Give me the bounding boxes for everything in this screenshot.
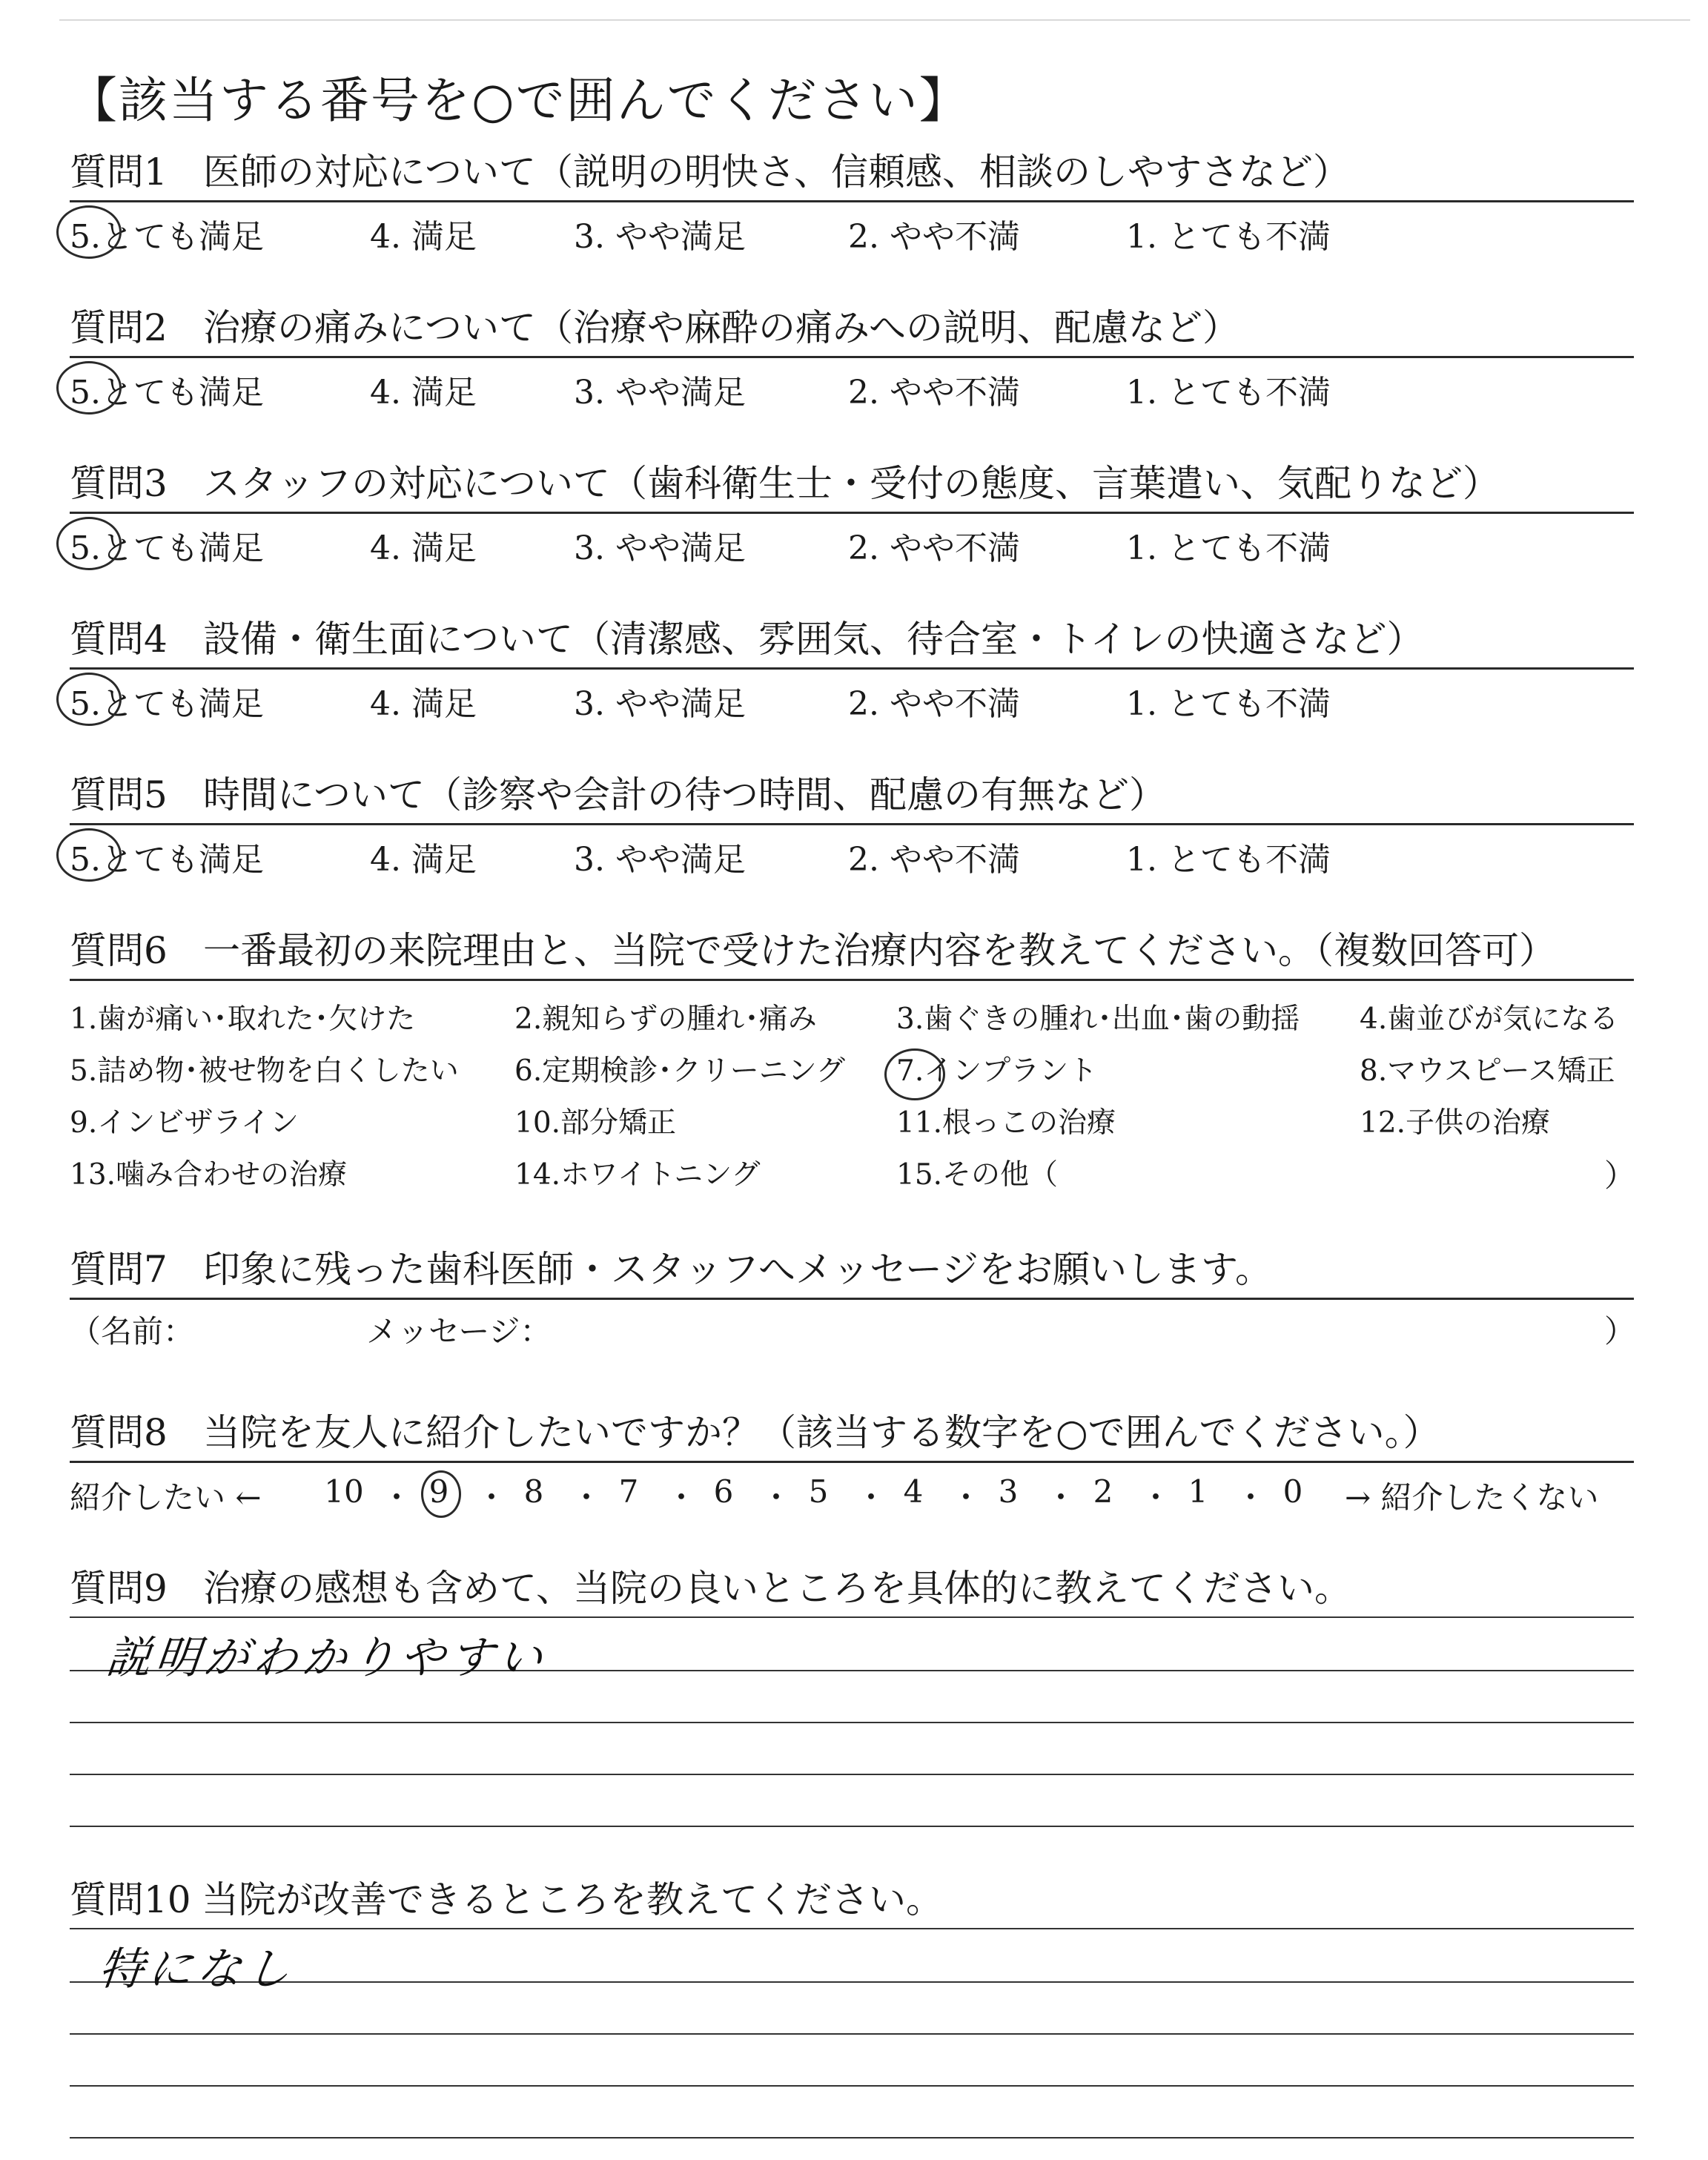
rating-option[interactable] bbox=[70, 366, 264, 413]
reason-text: 定期検診･クリーニング bbox=[542, 1054, 845, 1088]
rating-option-label: 2. やや不満 bbox=[848, 374, 1020, 412]
reason-number: 13. bbox=[70, 1158, 116, 1192]
rating-option[interactable] bbox=[70, 210, 264, 257]
question-header bbox=[70, 141, 1634, 202]
reason-text: インビザライン bbox=[97, 1106, 299, 1140]
question-label: 質問6 bbox=[70, 929, 168, 972]
question-8 bbox=[70, 1401, 1634, 1522]
rating-option-label: 5.とても満足 bbox=[70, 374, 264, 412]
question-1 bbox=[70, 141, 1634, 254]
scale-number[interactable]: 8 bbox=[523, 1473, 544, 1510]
recommend-scale bbox=[70, 1463, 1634, 1522]
rating-option[interactable] bbox=[370, 366, 477, 413]
question-header bbox=[70, 1401, 1634, 1463]
reason-text: 根っこの治療 bbox=[942, 1106, 1116, 1140]
rating-option[interactable] bbox=[70, 677, 264, 724]
rating-option-label: 2. やや不満 bbox=[848, 685, 1020, 723]
reason-option[interactable] bbox=[514, 1100, 676, 1141]
scale-number[interactable]: 1 bbox=[1188, 1473, 1208, 1510]
scale-number[interactable]: 2 bbox=[1093, 1473, 1113, 1510]
reason-option[interactable] bbox=[514, 996, 817, 1037]
question-label: 質問2 bbox=[70, 306, 168, 349]
answer-line bbox=[70, 1981, 1634, 1983]
reason-number: 8. bbox=[1360, 1054, 1388, 1088]
question-text: 医師の対応について（説明の明快さ、信頼感、相談のしやすさなど） bbox=[203, 151, 1350, 194]
name-label: （名前： bbox=[70, 1313, 195, 1350]
rating-option[interactable] bbox=[70, 521, 264, 569]
rating-option-label: 2. やや不満 bbox=[848, 529, 1020, 567]
scale-number[interactable]: 3 bbox=[998, 1473, 1019, 1510]
answer-line bbox=[70, 1826, 1634, 1827]
scale-number[interactable]: 5 bbox=[808, 1473, 829, 1510]
reason-list bbox=[70, 981, 1634, 1196]
reason-number: 5. bbox=[70, 1054, 98, 1088]
rating-option-label: 4. 満足 bbox=[370, 529, 477, 567]
rating-option[interactable] bbox=[370, 210, 477, 257]
rating-option-label: 3. やや満足 bbox=[574, 841, 746, 879]
rating-option[interactable] bbox=[574, 521, 746, 569]
rating-option[interactable] bbox=[574, 366, 746, 413]
scale-number[interactable]: 0 bbox=[1282, 1473, 1303, 1510]
scale-number[interactable]: 4 bbox=[903, 1473, 924, 1510]
question-header bbox=[70, 1238, 1634, 1300]
scale-separator: ・ bbox=[571, 1479, 603, 1516]
q9-answer-area[interactable] bbox=[70, 1616, 1634, 1854]
reason-text: インプラント bbox=[924, 1054, 1098, 1088]
rating-option-label: 3. やや満足 bbox=[574, 529, 746, 567]
rating-option[interactable] bbox=[848, 677, 1020, 724]
reason-text: 歯が痛い･取れた･欠けた bbox=[97, 1003, 416, 1036]
other-close-paren: ） bbox=[1604, 1157, 1636, 1194]
rating-option[interactable] bbox=[370, 677, 477, 724]
reason-option[interactable] bbox=[70, 1152, 347, 1193]
question-header bbox=[70, 452, 1634, 514]
rating-option-label: 2. やや不満 bbox=[848, 841, 1020, 879]
reason-number: 6. bbox=[514, 1054, 543, 1088]
reason-number: 1. bbox=[70, 1003, 98, 1036]
message-close-paren: ） bbox=[1604, 1313, 1636, 1350]
rating-option-label: 4. 満足 bbox=[370, 841, 477, 879]
question-2 bbox=[70, 297, 1634, 410]
reason-number: 4. bbox=[1360, 1003, 1388, 1036]
answer-line bbox=[70, 1928, 1634, 1929]
reason-option[interactable] bbox=[1360, 1100, 1550, 1141]
question-text: 印象に残った歯科医師・スタッフへメッセージをお願いします。 bbox=[203, 1248, 1272, 1291]
rating-option[interactable] bbox=[848, 521, 1020, 569]
scale-separator: ・ bbox=[1235, 1479, 1267, 1516]
rating-options bbox=[70, 358, 1634, 410]
rating-option-label: 3. やや満足 bbox=[574, 685, 746, 723]
reason-text: 歯並びが気になる bbox=[1387, 1003, 1619, 1036]
rating-option[interactable] bbox=[70, 833, 264, 880]
question-header bbox=[70, 297, 1634, 358]
rating-options bbox=[70, 514, 1634, 566]
question-header bbox=[70, 764, 1634, 825]
question-text: 設備・衛生面について（清潔感、雰囲気、待合室・トイレの快適さなど） bbox=[203, 618, 1424, 661]
message-row bbox=[70, 1300, 1634, 1352]
question-text: 時間について（診察や会計の待つ時間、配慮の有無など） bbox=[203, 773, 1166, 816]
rating-option-label: 5.とても満足 bbox=[70, 841, 264, 879]
reason-number: 11. bbox=[896, 1106, 943, 1140]
reason-number: 15. bbox=[896, 1158, 943, 1192]
question-label: 質問3 bbox=[70, 462, 168, 505]
question-label: 質問4 bbox=[70, 618, 168, 661]
reason-option[interactable] bbox=[514, 1048, 845, 1089]
reason-option[interactable] bbox=[514, 1152, 761, 1193]
answer-line bbox=[70, 2033, 1634, 2035]
rating-option[interactable] bbox=[574, 677, 746, 724]
rating-option-label: 3. やや満足 bbox=[574, 218, 746, 256]
rating-option-label: 1. とても不満 bbox=[1126, 685, 1331, 723]
reason-option[interactable] bbox=[70, 1048, 459, 1089]
question-header bbox=[70, 1557, 1634, 1616]
reason-text: 歯ぐきの腫れ･出血･歯の動揺 bbox=[924, 1003, 1300, 1036]
question-label: 質問9 bbox=[70, 1567, 168, 1610]
rating-option-label: 4. 満足 bbox=[370, 218, 477, 256]
scale-right-label: → 紹介したくない bbox=[1345, 1479, 1599, 1516]
scale-separator: ・ bbox=[855, 1479, 887, 1516]
reason-option[interactable] bbox=[896, 996, 1300, 1037]
reason-number: 12. bbox=[1360, 1106, 1406, 1140]
answer-line bbox=[70, 1616, 1634, 1618]
rating-option-label: 3. やや満足 bbox=[574, 374, 746, 412]
scale-number[interactable]: 6 bbox=[713, 1473, 734, 1510]
question-text: 当院が改善できるところを教えてください。 bbox=[202, 1878, 943, 1921]
reason-text: 部分矯正 bbox=[560, 1106, 677, 1140]
rating-option-label: 1. とても不満 bbox=[1126, 218, 1331, 256]
question-4 bbox=[70, 608, 1634, 721]
rating-option-label: 5.とても満足 bbox=[70, 529, 264, 567]
rating-option[interactable] bbox=[1126, 366, 1331, 413]
reason-text: 子供の治療 bbox=[1406, 1106, 1551, 1140]
scale-separator: ・ bbox=[1140, 1479, 1172, 1516]
q10-answer-area[interactable] bbox=[70, 1928, 1634, 2150]
answer-line bbox=[70, 1774, 1634, 1775]
reason-option[interactable] bbox=[896, 1100, 1116, 1141]
scale-separator: ・ bbox=[950, 1479, 982, 1516]
rating-option[interactable] bbox=[574, 210, 746, 257]
question-3 bbox=[70, 452, 1634, 566]
reason-number: 9. bbox=[70, 1106, 98, 1140]
rating-option[interactable] bbox=[370, 833, 477, 880]
reason-number: 10. bbox=[514, 1106, 561, 1140]
scale-separator: ・ bbox=[1045, 1479, 1077, 1516]
answer-line bbox=[70, 2137, 1634, 2138]
rating-options bbox=[70, 825, 1634, 877]
question-header bbox=[70, 608, 1634, 670]
q10-handwritten-answer: 特になし bbox=[96, 1943, 298, 1995]
rating-options bbox=[70, 202, 1634, 254]
reason-number: 2. bbox=[514, 1003, 543, 1036]
reason-text: 詰め物･被せ物を白くしたい bbox=[97, 1054, 459, 1088]
reason-option[interactable] bbox=[896, 1048, 1097, 1089]
top-edge-line bbox=[59, 19, 1690, 21]
reason-option[interactable] bbox=[1360, 1048, 1615, 1089]
rating-option[interactable] bbox=[574, 833, 746, 880]
question-text: 当院を友人に紹介したいですか？（該当する数字を○で囲んでください。） bbox=[203, 1411, 1440, 1454]
reason-text: マウスピース矯正 bbox=[1387, 1054, 1615, 1088]
question-7 bbox=[70, 1238, 1634, 1352]
reason-option[interactable] bbox=[1360, 996, 1618, 1037]
question-label: 質問10 bbox=[70, 1878, 191, 1921]
question-9 bbox=[70, 1557, 1634, 1616]
question-label: 質問5 bbox=[70, 773, 168, 816]
rating-option[interactable] bbox=[1126, 521, 1331, 569]
rating-option[interactable] bbox=[848, 833, 1020, 880]
scale-separator: ・ bbox=[666, 1479, 698, 1516]
question-text: 治療の痛みについて（治療や麻酔の痛みへの説明、配慮など） bbox=[203, 306, 1239, 349]
reason-number: 3. bbox=[896, 1003, 924, 1036]
question-text: スタッフの対応について（歯科衛生士・受付の態度、言葉遣い、気配りなど） bbox=[203, 462, 1500, 505]
scale-separator: ・ bbox=[476, 1479, 508, 1516]
answer-line bbox=[70, 1722, 1634, 1723]
rating-option-label: 5.とても満足 bbox=[70, 685, 264, 723]
rating-option-label: 4. 満足 bbox=[370, 374, 477, 412]
question-header bbox=[70, 1869, 1634, 1928]
scale-number[interactable]: 10 bbox=[324, 1473, 364, 1510]
reason-number: 14. bbox=[514, 1158, 561, 1192]
reason-option[interactable] bbox=[70, 1100, 299, 1141]
rating-option[interactable] bbox=[848, 366, 1020, 413]
question-5 bbox=[70, 764, 1634, 877]
rating-option-label: 1. とても不満 bbox=[1126, 841, 1331, 879]
question-label: 質問1 bbox=[70, 151, 168, 194]
rating-option[interactable] bbox=[1126, 677, 1331, 724]
rating-option[interactable] bbox=[848, 210, 1020, 257]
question-header bbox=[70, 919, 1634, 981]
question-6 bbox=[70, 919, 1634, 1196]
rating-option-label: 1. とても不満 bbox=[1126, 374, 1331, 412]
rating-option-label: 1. とても不満 bbox=[1126, 529, 1331, 567]
rating-option-label: 5.とても満足 bbox=[70, 218, 264, 256]
reason-text: 噛み合わせの治療 bbox=[116, 1158, 348, 1192]
rating-option[interactable] bbox=[1126, 210, 1331, 257]
question-10 bbox=[70, 1869, 1634, 1928]
scale-left-label: 紹介したい ← bbox=[70, 1479, 262, 1516]
answer-line bbox=[70, 2085, 1634, 2087]
scale-separator: ・ bbox=[381, 1479, 413, 1516]
q9-handwritten-answer: 説明がわかりやすい bbox=[103, 1632, 550, 1684]
question-text: 一番最初の来院理由と、当院で受けた治療内容を教えてください。（複数回答可） bbox=[203, 929, 1556, 972]
rating-options bbox=[70, 670, 1634, 721]
scale-separator: ・ bbox=[761, 1479, 792, 1516]
scale-number[interactable]: 9 bbox=[417, 1473, 461, 1510]
reason-option[interactable] bbox=[70, 996, 415, 1037]
reason-text: ホワイトニング bbox=[560, 1158, 761, 1192]
reason-text: その他（ bbox=[942, 1158, 1059, 1192]
question-label: 質問8 bbox=[70, 1411, 168, 1454]
rating-option-label: 2. やや不満 bbox=[848, 218, 1020, 256]
scale-number[interactable]: 7 bbox=[618, 1473, 639, 1510]
reason-number: 7. bbox=[896, 1054, 924, 1088]
rating-option-label: 4. 満足 bbox=[370, 685, 477, 723]
rating-option[interactable] bbox=[370, 521, 477, 569]
reason-option[interactable] bbox=[896, 1152, 1058, 1193]
rating-option[interactable] bbox=[1126, 833, 1331, 880]
message-label: メッセージ： bbox=[366, 1313, 552, 1350]
sheet-title: 【該当する番号を○で囲んでください】 bbox=[68, 72, 970, 129]
question-label: 質問7 bbox=[70, 1248, 168, 1291]
reason-text: 親知らずの腫れ･痛み bbox=[542, 1003, 817, 1036]
question-text: 治療の感想も含めて、当院の良いところを具体的に教えてください。 bbox=[203, 1567, 1351, 1610]
